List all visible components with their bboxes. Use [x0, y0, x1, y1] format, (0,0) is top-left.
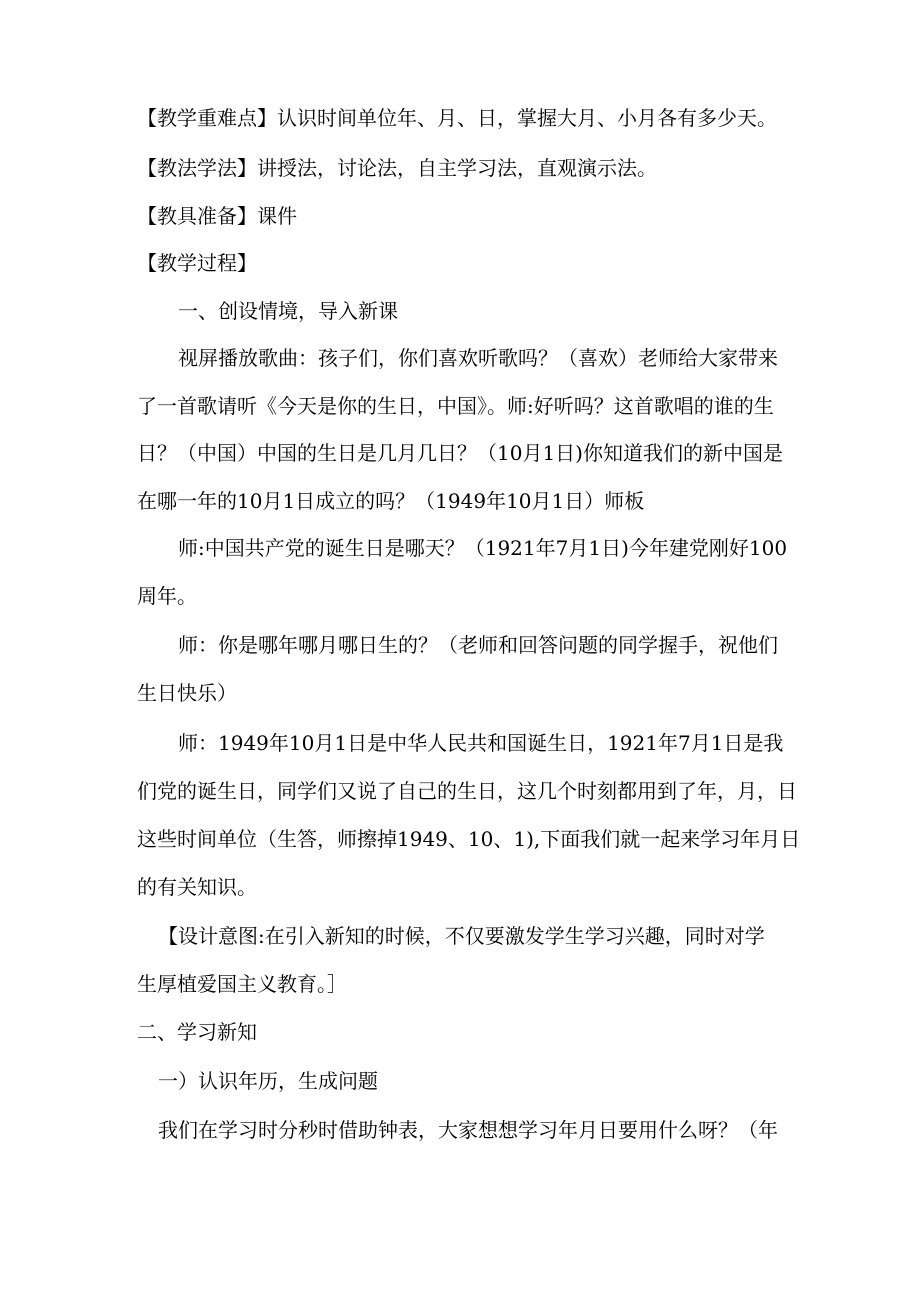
section-two-heading: 二、学习新知 [137, 1020, 257, 1044]
design-intent-line: 生厚植爱国主义教育。］ [137, 972, 347, 996]
paragraph-line: 在哪一年的10月1日成立的吗？（1949年10月1日）师板 [137, 489, 645, 513]
paragraph-line: 这些时间单位（生答，师擦掉1949、10、1),下面我们就一起来学习年月日 [137, 827, 801, 851]
paragraph-line: 视屏播放歌曲：孩子们，你们喜欢听歌吗？（喜欢）老师给大家带来 [178, 346, 778, 370]
teaching-tools-line: 【教具准备】课件 [137, 204, 297, 228]
subsection-heading: 一）认识年历，生成问题 [158, 1069, 378, 1093]
section-one-heading: 一、创设情境，导入新课 [178, 299, 398, 323]
design-intent-line: 【设计意图:在引入新知的时候，不仅要激发学生学习兴趣，同时对学 [158, 924, 765, 948]
paragraph-line: 师：1949年10月1日是中华人民共和国诞生日，1921年7月1日是我 [178, 731, 784, 755]
teaching-process-heading: 【教学过程】 [137, 251, 257, 275]
paragraph-line: 师：你是哪年哪月哪日生的？（老师和回答问题的同学握手，祝他们 [178, 633, 778, 657]
paragraph-line: 生日快乐） [137, 681, 237, 705]
paragraph-line: 们党的诞生日，同学们又说了自己的生日，这几个时刻都用到了年，月，日 [137, 779, 797, 803]
paragraph-line: 的有关知识。 [137, 875, 257, 899]
paragraph-line: 了一首歌请听《今天是你的生日，中国》。师:好听吗？这首歌唱的谁的生 [137, 394, 774, 418]
paragraph-line: 师:中国共产党的诞生日是哪天？（1921年7月1日)今年建党刚好100 [178, 536, 788, 560]
key-difficulty-line: 【教学重难点】认识时间单位年、月、日，掌握大月、小月各有多少天。 [137, 106, 777, 130]
paragraph-line: 周年。 [137, 584, 197, 608]
paragraph-line: 日？（中国）中国的生日是几月几日？（10月1日)你知道我们的新中国是 [137, 441, 783, 465]
paragraph-line: 我们在学习时分秒时借助钟表，大家想想学习年月日要用什么呀？（年 [158, 1118, 778, 1142]
teaching-method-line: 【教法学法】讲授法，讨论法，自主学习法，直观演示法。 [137, 156, 657, 180]
